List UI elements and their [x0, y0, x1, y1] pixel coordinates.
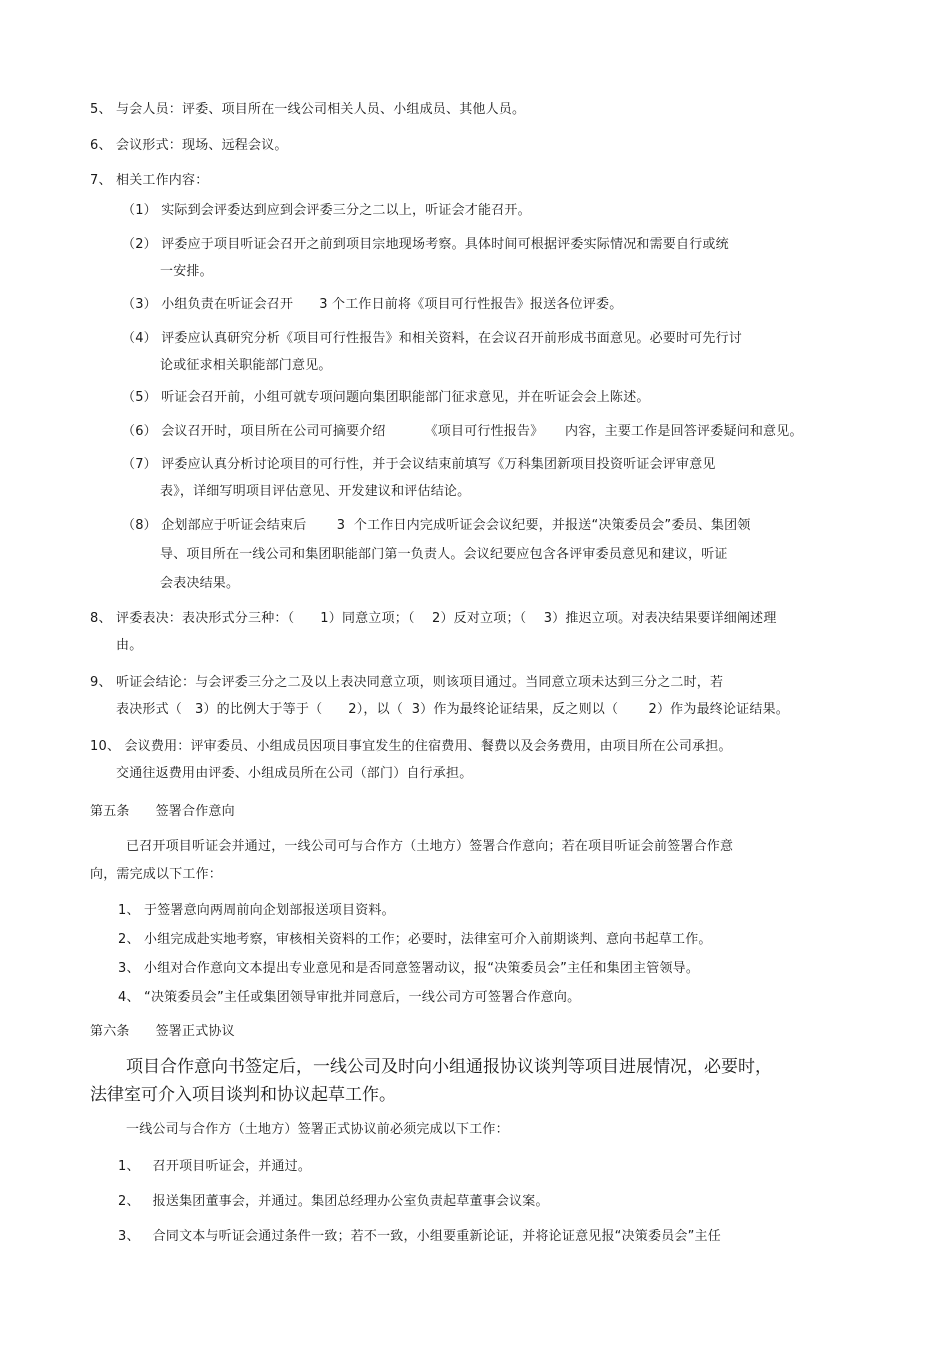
article-6-item-1: 1、 召开项目听证会，并通过。	[118, 1159, 312, 1174]
item-9-cont: 表决形式（ 3）的比例大于等于（ 2），以（ 3）作为最终论证结果，反之则以（ 2）作为最终论证结果。	[116, 702, 789, 717]
item-8-voting: 8、 评委表决：表决形式分三种：（ 1）同意立项；（ 2）反对立项；（ 3）推迟立项。对表决结果要详细阐述理	[90, 611, 777, 626]
article-6-para-cont: 法律室可介入项目谈判和协议起草工作。	[90, 1085, 396, 1105]
sub-item-8-cont-2: 会表决结果。	[160, 576, 240, 591]
sub-item-7: （7） 评委应认真分析讨论项目的可行性，并于会议结束前填写《万科集团新项目投资听证会评审意见	[122, 457, 716, 472]
article-5-heading: 第五条 签署合作意向	[90, 804, 235, 819]
item-8-cont: 由。	[116, 638, 143, 653]
article-5-para-cont: 向，需完成以下工作：	[90, 867, 223, 882]
article-5-item-3: 3、 小组对合作意向文本提出专业意见和是否同意签署动议，报“决策委员会”主任和集团主管领导。	[118, 961, 700, 976]
article-5-item-1: 1、 于签署意向两周前向企划部报送项目资料。	[118, 903, 395, 918]
item-6-meeting-format: 6、 会议形式：现场、远程会议。	[90, 138, 288, 153]
sub-item-8: （8） 企划部应于听证会结束后 3 个工作日内完成听证会会议纪要，并报送“决策委员会”委员、集团领	[122, 518, 751, 533]
article-5-item-2: 2、 小组完成赴实地考察，审核相关资料的工作；必要时，法律室可介入前期谈判、意向书起草工作。	[118, 932, 712, 947]
sub-item-4-cont: 论或征求相关职能部门意见。	[160, 358, 332, 373]
article-6-heading: 第六条 签署正式协议	[90, 1024, 235, 1039]
item-5-attendees: 5、 与会人员：评委、项目所在一线公司相关人员、小组成员、其他人员。	[90, 102, 526, 117]
sub-item-5: （5） 听证会召开前，小组可就专项问题向集团职能部门征求意见，并在听证会会上陈述。	[122, 390, 650, 405]
sub-item-2: （2） 评委应于项目听证会召开之前到项目宗地现场考察。具体时间可根据评委实际情况和需要自行或统	[122, 237, 729, 252]
article-6-item-3: 3、 合同文本与听证会通过条件一致；若不一致，小组要重新论证，并将论证意见报“决策委员会”主任	[118, 1229, 721, 1244]
item-10-fees: 10、 会议费用：评审委员、小组成员因项目事宜发生的住宿费用、餐费以及会务费用，由项目所在公司承担。	[90, 739, 732, 754]
article-6-intro: 一线公司与合作方（土地方）签署正式协议前必须完成以下工作：	[126, 1122, 509, 1137]
sub-item-8-cont: 导、项目所在一线公司和集团职能部门第一负责人。会议纪要应包含各评审委员意见和建议，听证	[160, 547, 728, 562]
item-9-conclusion: 9、 听证会结论：与会评委三分之二及以上表决同意立项，则该项目通过。当同意立项未达到三分之二时，若	[90, 675, 724, 690]
sub-item-2-cont: 一安排。	[160, 264, 213, 279]
article-5-para: 已召开项目听证会并通过，一线公司可与合作方（土地方）签署合作意向；若在项目听证会前签署合作意	[126, 839, 734, 854]
item-10-cont: 交通往返费用由评委、小组成员所在公司（部门）自行承担。	[116, 766, 473, 781]
sub-item-7-cont: 表》，详细写明项目评估意见、开发建议和评估结论。	[160, 484, 471, 499]
article-6-para: 项目合作意向书签定后，一线公司及时向小组通报协议谈判等项目进展情况，必要时，	[126, 1057, 772, 1077]
item-7-heading: 7、 相关工作内容：	[90, 173, 209, 188]
sub-item-6: （6） 会议召开时，项目所在公司可摘要介绍 《项目可行性报告》 内容，主要工作是回答评委疑问和意见。	[122, 424, 803, 439]
sub-item-3: （3） 小组负责在听证会召开 3 个工作日前将《项目可行性报告》报送各位评委。	[122, 297, 623, 312]
sub-item-1: （1） 实际到会评委达到应到会评委三分之二以上，听证会才能召开。	[122, 203, 531, 218]
article-6-item-2: 2、 报送集团董事会，并通过。集团总经理办公室负责起草董事会议案。	[118, 1194, 549, 1209]
sub-item-4: （4） 评委应认真研究分析《项目可行性报告》和相关资料，在会议召开前形成书面意见。必要时可先行讨	[122, 331, 743, 346]
article-5-item-4: 4、 “决策委员会”主任或集团领导审批并同意后，一线公司方可签署合作意向。	[118, 990, 581, 1005]
